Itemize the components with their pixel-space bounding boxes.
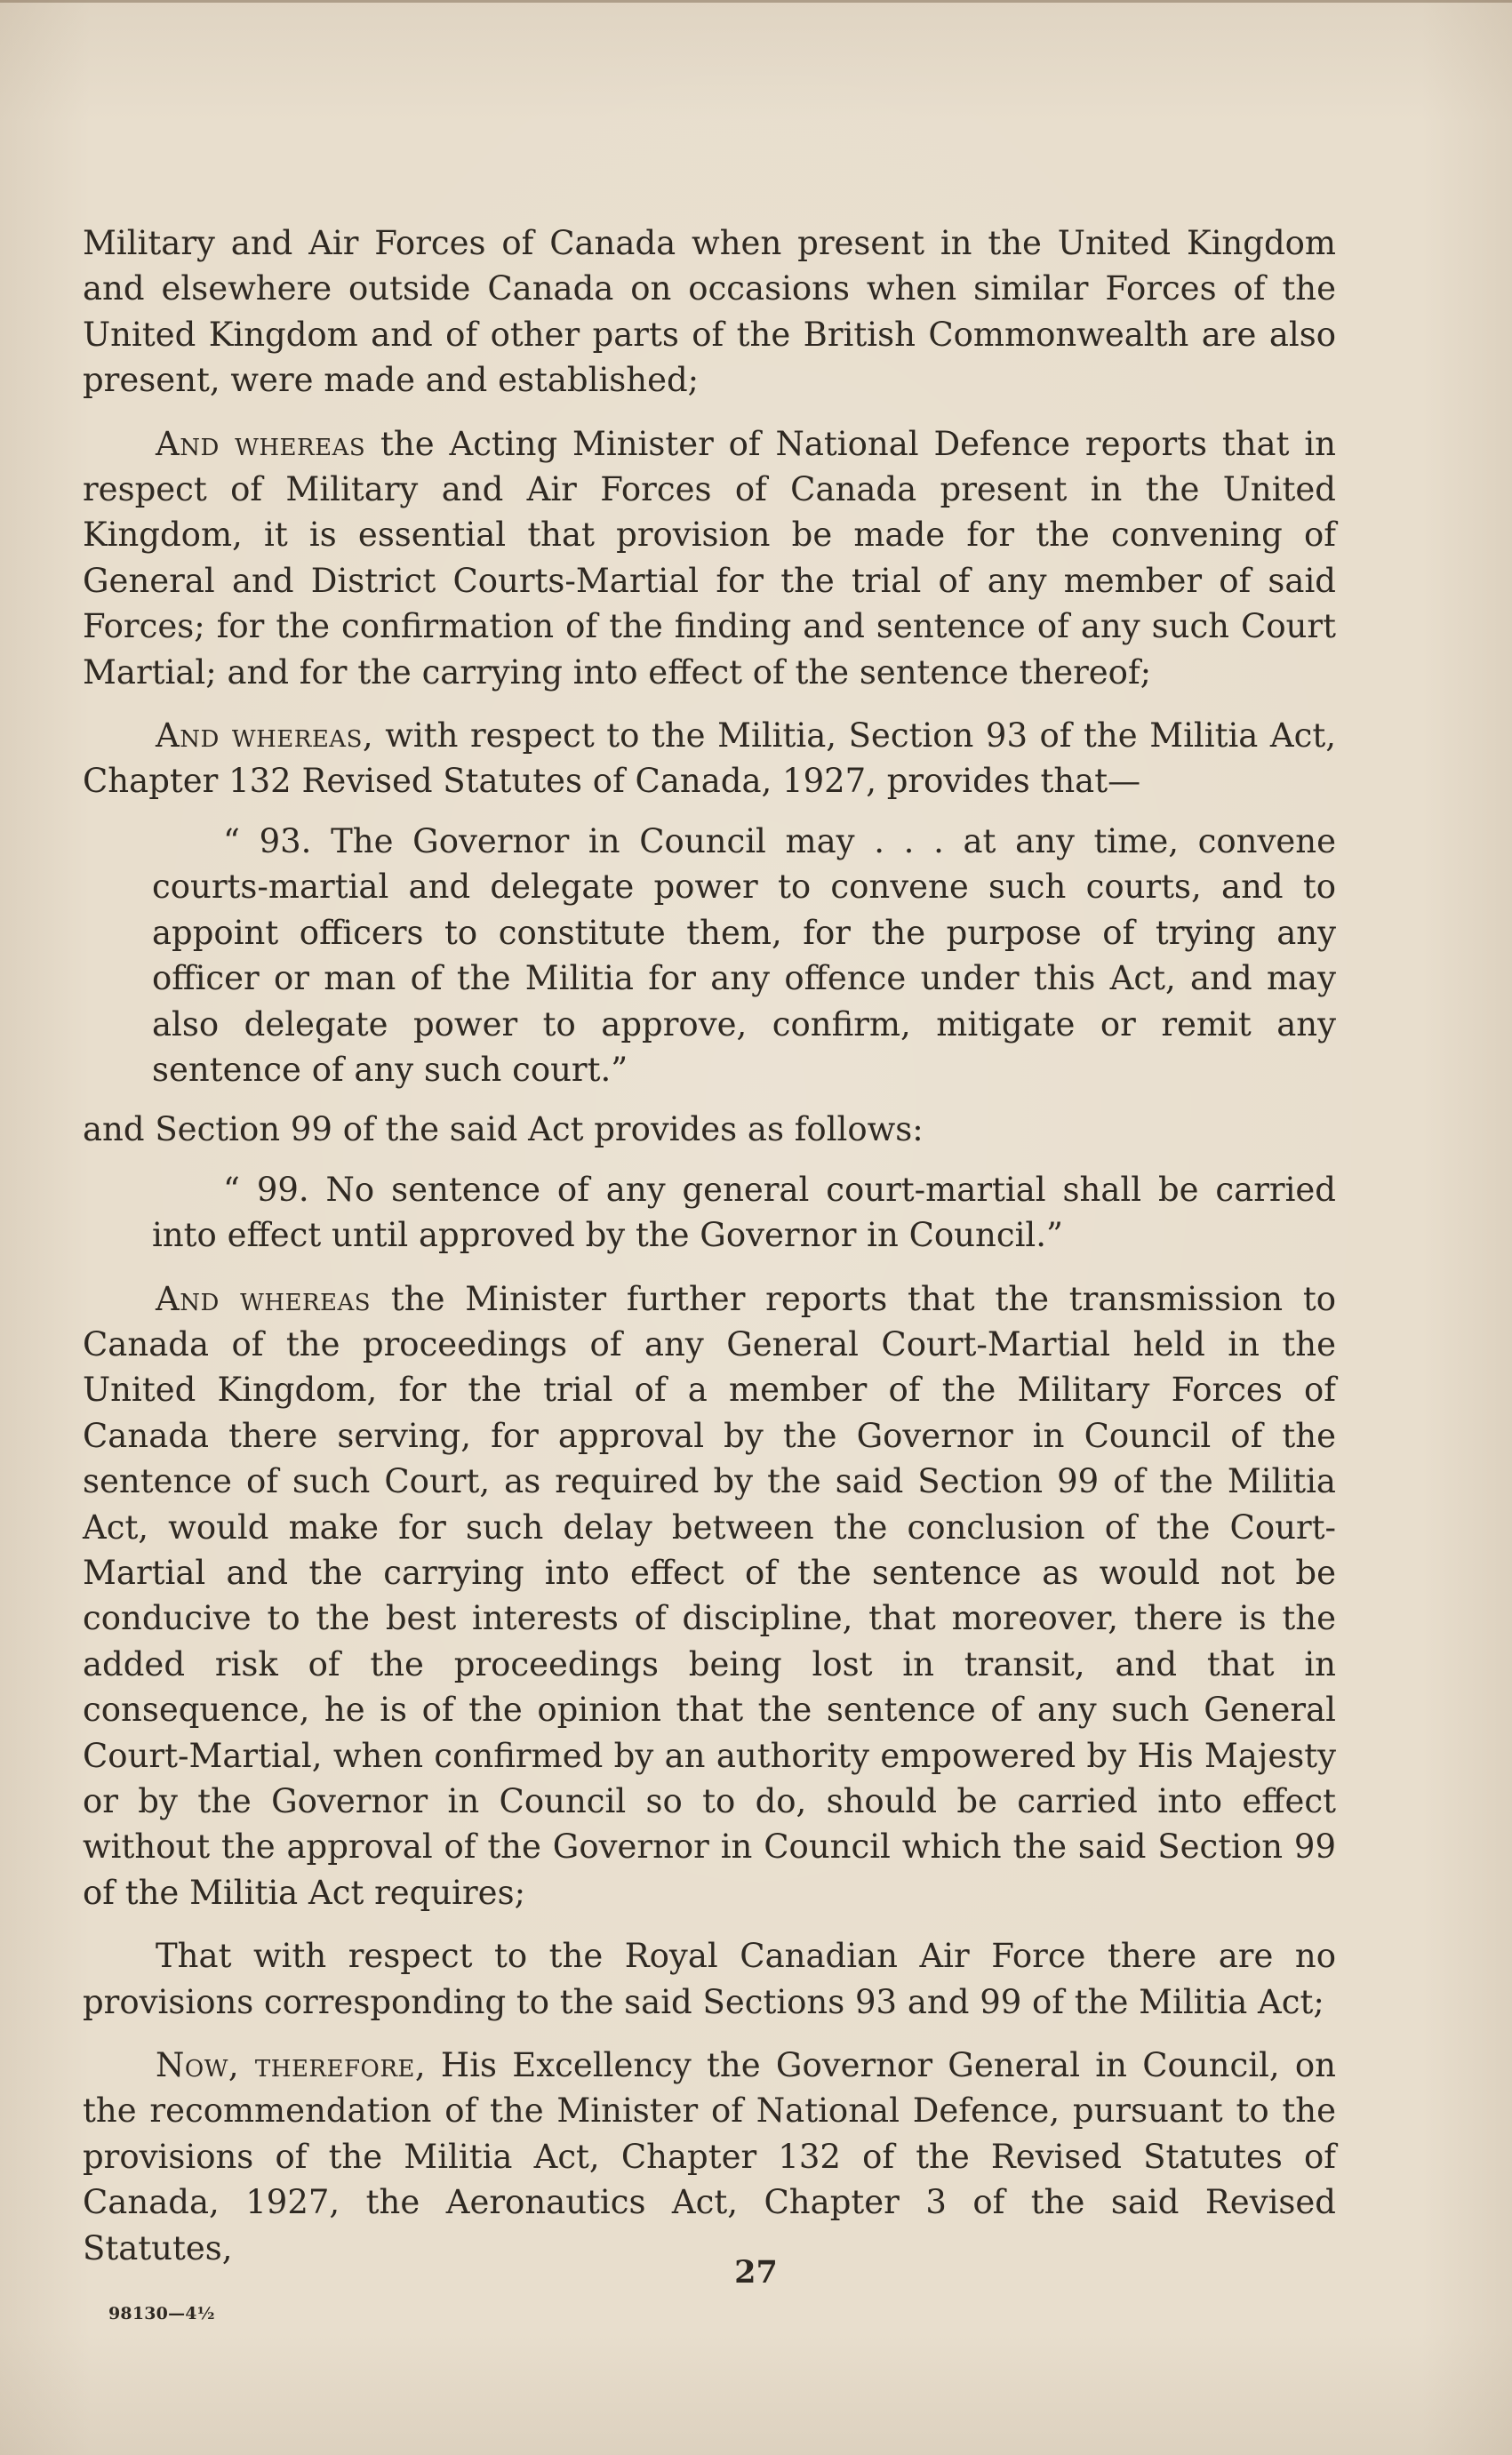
paragraph-air-force [83,1933,1336,2025]
paragraph-lead: Now, therefore [156,2046,415,2085]
quoted-section-99 [152,1167,1336,1259]
paragraph-text: , with respect to the Militia, Section 93 of the Militia Act, Chapter 132 Revised Statutes of Canada, 1927, provides that— [83,716,1336,801]
top-border [0,0,1512,3]
paragraph-continuation [83,220,1336,404]
paragraph-section-99-intro [83,1107,1336,1152]
paragraph-lead: And whereas [156,1279,372,1318]
paragraph-text: the Minister further reports that the transmission to Canada of the proceedings of any General Court-Martial held in the United Kingdom, for the trial of a member of the Military Forces of Canada there serving, for approval by the Governor in Council of the sentence of such Court, as required by the said Section 99 of the Militia Act, would make for such delay between the conclusion of the Court-Martial and the carrying into effect of the sentence as would not be conducive to the best interests of discipline, that moreover, there is the added risk of the proceedings being lost in transit, and that in consequence, he is of the opinion that the sentence of any such General Court-Martial, when confirmed by an authority empowered by His Majesty or by the Governor in Council so to do, should be carried into effect without the approval of the Governor in Council which the said Section 99 of the Militia Act requires; [83,1279,1336,1912]
paragraph-text: , His Excellency the Governor General in Council, on the recommendation of the Minister of National Defence, pursuant to the provisions of the Militia Act, Chapter 132 of the Revised Statutes of Canada, 1927, the Aeronautics Act, Chapter 3 of the said Revised Statutes, [83,2046,1336,2267]
paragraph-whereas-3 [83,1276,1336,1916]
paragraph-text: the Acting Minister of National Defence reports that in respect of Military and Air Forces of Canada present in the United Kingdom, it is essential that provision be made for the convening of General and District Courts-Martial for the trial of any member of said Forces; for the confirmation of the finding and sentence of any such Court Martial; and for the carrying into effect of the sentence thereof; [83,424,1336,692]
paragraph-therefore [83,2043,1336,2271]
quote-text: “ 93. The Governor in Council may . . . at any time, convene courts-martial and delegate power to convene such courts, and to appoint officers to constitute them, for the purpose of trying any officer or man of the Militia for any offence under this Act, and may also delegate power to approve, confirm, mitigate or remit any sentence of any such court.” [152,821,1336,1089]
paragraph-whereas-2 [83,713,1336,804]
paragraph-text: Military and Air Forces of Canada when present in the United Kingdom and elsewhere outside Canada on occasions when similar Forces of the United Kingdom and of other parts of the British Commonwealth are also present, were made and established; [83,224,1336,400]
quoted-section-93 [152,819,1336,1092]
paragraph-text: That with respect to the Royal Canadian Air Force there are no provisions corresponding to the said Sections 93 and 99 of the Militia Act; [83,1937,1336,2021]
body-text [83,220,1336,2271]
paragraph-lead: And whereas [156,424,366,463]
paragraph-lead: And whereas [156,716,363,756]
paragraph-text: and Section 99 of the said Act provides as follows: [83,1110,924,1149]
quote-text: “ 99. No sentence of any general court-martial shall be carried into effect until approved by the Governor in Council.” [152,1170,1336,1255]
print-code: 98130—4½ [108,2304,215,2323]
paragraph-whereas-1 [83,421,1336,695]
page-number: 27 [734,2254,778,2291]
